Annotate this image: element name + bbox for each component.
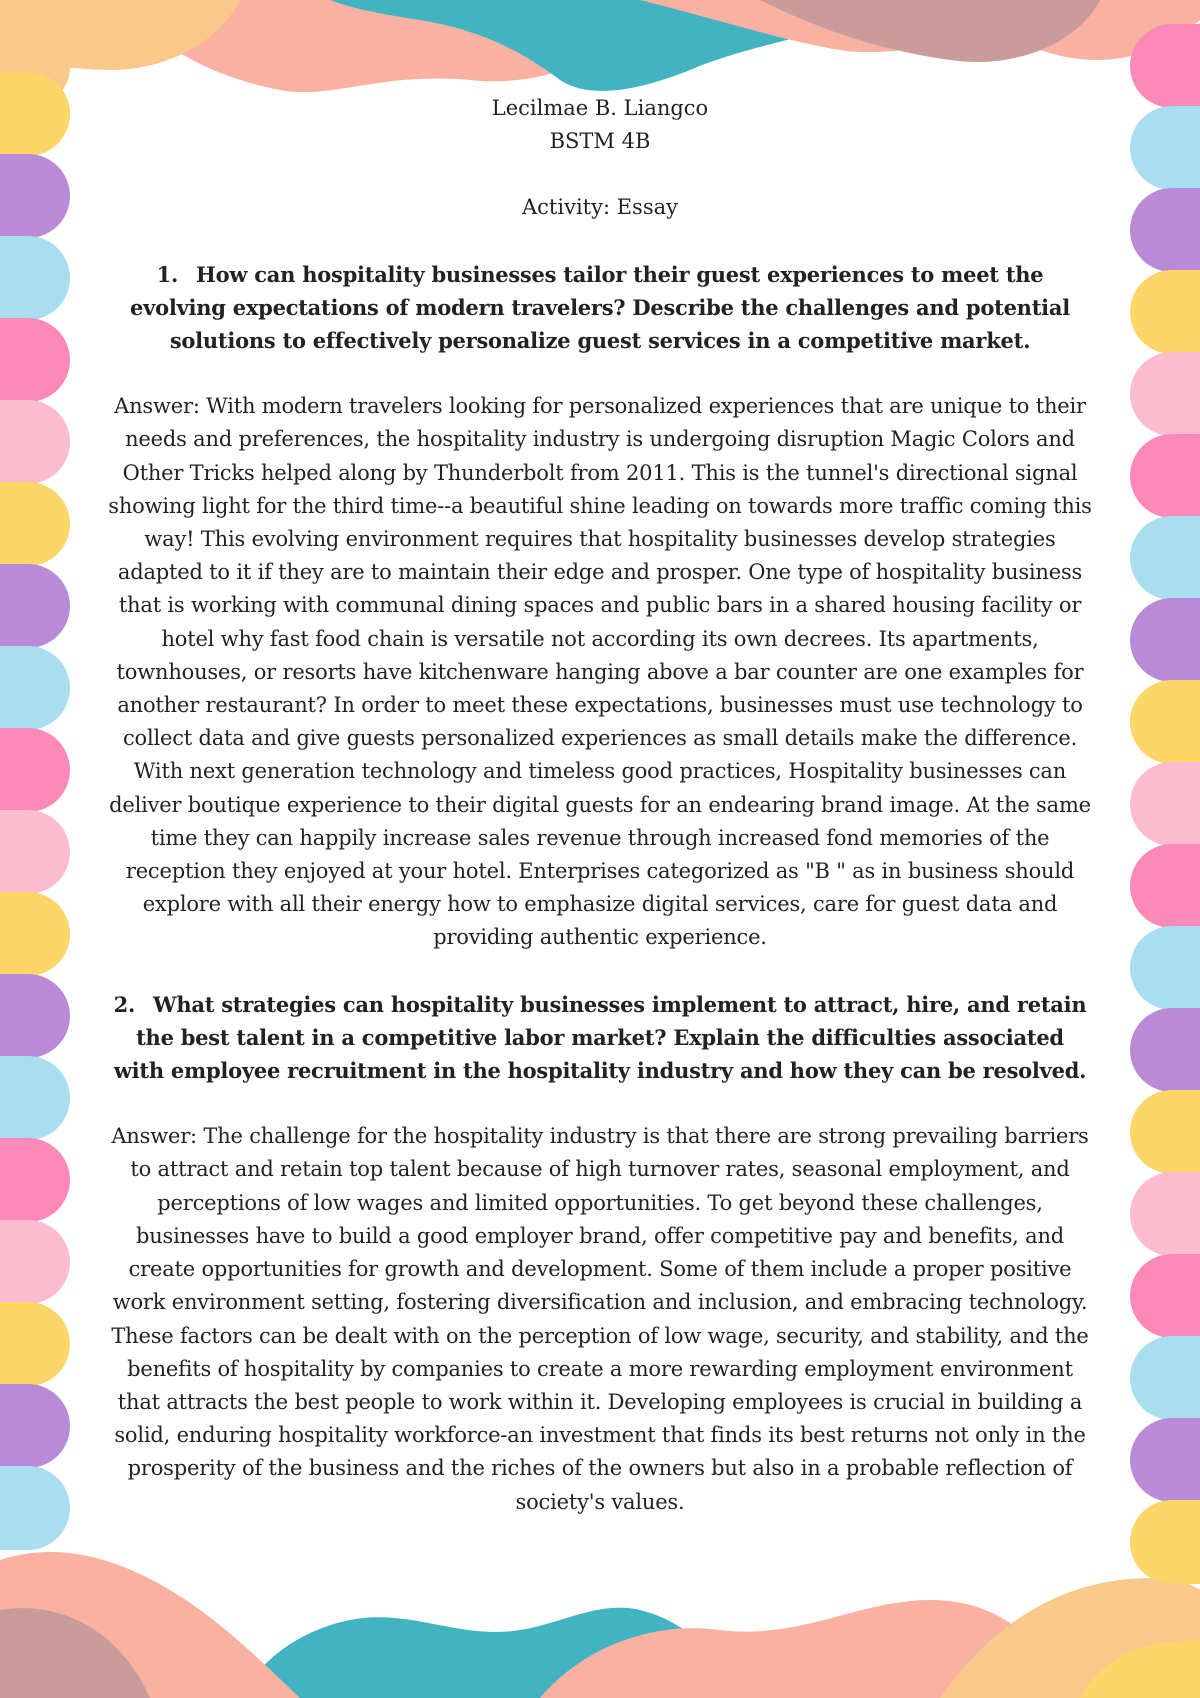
question-2 [108, 988, 1092, 1088]
question-2-number: 2. [113, 991, 136, 1017]
activity-title: Activity: Essay [522, 195, 678, 220]
essay-document [108, 92, 1092, 1519]
question-1-number: 1. [156, 261, 179, 287]
answer-1: Answer: With modern travelers looking for personalized experiences that are unique to their needs and preferences, the hospitality industry is undergoing disruption Magic Colors and Other Tricks helped along by Thunderbolt from 2011. This is the tunnel's directional signal showing light for the third time--a beautiful shine leading on towards more traffic coming this way! This evolving environment requires that hospitality businesses develop strategies adapted to it if they are to maintain their edge and prosper. One type of hospitality business that is working with communal dining spaces and public bars in a shared housing facility or hotel why fast food chain is versatile not according its own decrees. Its apartments, townhouses, or resorts have kitchenware hanging above a bar counter are one examples for another restaurant? In order to meet these expectations, businesses must use technology to collect data and give guests personalized experiences as small details make the difference. With next generation technology and timeless good practices, Hospitality businesses can deliver boutique experience to their digital guests for an endearing brand image. At the same time they can happily increase sales revenue through increased fond memories of the reception they enjoyed at your hotel. Enterprises categorized as "B " as in business should explore with all their energy how to emphasize digital services, care for guest data and providing authentic experience. [108, 394, 1092, 950]
question-1-text: How can hospitality businesses tailor their guest experiences to meet the evolving expectations of modern travelers? Describe the challenges and potential solutions to effectively personalize guest services in a competitive market. [130, 261, 1070, 354]
question-1 [108, 258, 1092, 358]
question-2-text: What strategies can hospitality businesses implement to attract, hire, and retain the best talent in a competitive labor market? Explain the difficulties associated with employee recruitment in the hospitality industry and how they can be resolved. [113, 991, 1087, 1084]
student-section: BSTM 4B [549, 129, 651, 154]
right-pill-column [1130, 24, 1200, 1584]
student-name: Lecilmae B. Liangco [491, 96, 709, 120]
left-pill-column [0, 32, 70, 1550]
answer-2: Answer: The challenge for the hospitality industry is that there are strong prevailing barriers to attract and retain top talent because of high turnover rates, seasonal employment, and perceptions of low wages and limited opportunities. To get beyond these challenges, businesses have to build a good employer brand, offer competitive pay and benefits, and create opportunities for growth and development. Some of them include a proper positive work environment setting, fostering diversification and inclusion, and embracing technology. These factors can be dealt with on the perception of low wage, security, and stability, and the benefits of hospitality by companies to create a more rewarding employment environment that attracts the best people to work within it. Developing employees is crucial in building a solid, enduring hospitality workforce-an investment that finds its best returns not only in the prosperity of the business and the riches of the owners but also in a probable reflection of society's values. [111, 1124, 1089, 1514]
